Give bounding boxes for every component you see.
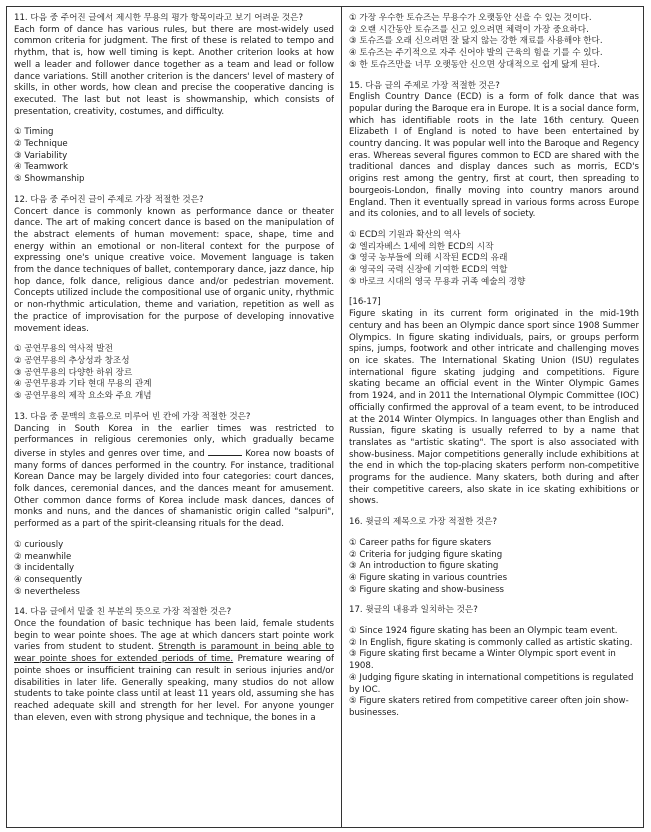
left-column	[14, 13, 334, 827]
passage-text-after-underline: Premature wearing of pointe shoes or insufficient training can result in serious injuries and/or disabilities in later life. Generally speaking, many studios do not allow students to take pointe class until at least 11 years old, assuming she has reached adequate skill and strength for her level. For anyone younger than eleven, even with strong physique and technique, the bones in a	[14, 654, 334, 723]
answer-blank	[208, 447, 242, 456]
passage-text-before-underline: Once the foundation of basic technique has been laid, female students begin to wear pointe shoes. The age at which dancers start pointe work varies from student to student.	[14, 619, 334, 653]
question-11	[14, 13, 334, 186]
option-5[interactable]: ⑤ 공연무용의 제작 요소와 주요 개념	[14, 391, 152, 402]
question-14-title: 14. 다음 글에서 밑줄 친 부분의 뜻으로 가장 적절한 것은?	[14, 607, 232, 618]
question-15-title: 15. 다음 글의 주제로 가장 적절한 것은?	[349, 80, 500, 91]
option-2[interactable]: ② In English, figure skating is commonly called as artistic skating.	[349, 637, 633, 648]
question-16-title: 16. 윗글의 제목으로 가장 적절한 것은?	[349, 517, 498, 528]
question-17-options	[349, 626, 639, 720]
option-3[interactable]: ③ Figure skating first became a Winter Olympic sport event in 1908.	[349, 649, 616, 672]
option-2[interactable]: ② 공연무용의 추상성과 창조성	[14, 355, 130, 366]
passage-text-after-blank: Korea now boasts of many forms of dances performed in the country. For instance, traditional Korean Dance may be largely divided into four categories: court dances, folk dances, ceremonial dances, and the dances meant for amusement. Other common dance forms of Korea include mask dances, dances of monks and nuns, and the dances of shamanistic origin called "salpuri", performed as a part of the spirit-cleansing rituals for the dead.	[14, 448, 334, 530]
option-5[interactable]: ⑤ 한 토슈즈만을 너무 오랫동안 신으면 상대적으로 쉽게 닳게 된다.	[349, 59, 600, 70]
question-14-options	[349, 13, 639, 72]
question-13	[14, 412, 334, 599]
question-13-passage	[14, 424, 334, 531]
question-13-title: 13. 다음 중 문맥의 흐름으로 미루어 빈 칸에 가장 적절한 것은?	[14, 411, 251, 422]
option-2[interactable]: ② 오랜 시간동안 토슈즈를 신고 있으려면 체력이 가장 중요하다.	[349, 24, 589, 35]
option-2[interactable]: ② Criteria for judging figure skating	[349, 549, 503, 560]
option-4[interactable]: ④ 공연무용과 기타 현대 무용의 관계	[14, 379, 152, 390]
option-2[interactable]: ② meanwhile	[14, 551, 72, 562]
option-4[interactable]: ④ consequently	[14, 574, 83, 585]
option-1[interactable]: ① curiously	[14, 539, 64, 550]
option-4[interactable]: ④ 토슈즈는 주기적으로 자주 신어야 발의 근육의 힘을 기를 수 있다.	[349, 48, 603, 59]
question-17-title: 17. 윗글의 내용과 일치하는 것은?	[349, 605, 478, 616]
question-15-options	[349, 230, 639, 289]
question-13-options	[14, 540, 334, 599]
option-5[interactable]: ⑤ 바로크 시대의 영국 무용과 귀족 예술의 경향	[349, 276, 526, 287]
option-2[interactable]: ② 엘리자베스 1세에 의한 ECD의 시작	[349, 241, 494, 252]
option-3[interactable]: ③ incidentally	[14, 563, 75, 574]
question-17	[349, 605, 639, 719]
option-3[interactable]: ③ 영국 농부들에 의해 시작된 ECD의 유래	[349, 253, 508, 264]
right-column	[349, 13, 639, 827]
question-14	[14, 607, 334, 724]
option-5[interactable]: ⑤ nevertheless	[14, 586, 80, 597]
option-4[interactable]: ④ Judging figure skating in international competitions is regulated by IOC.	[349, 672, 634, 695]
option-2[interactable]: ② Technique	[14, 139, 68, 150]
question-15-passage: English Country Dance (ECD) is a form of folk dance that was popular during the Baroque era in Europe. It is a social dance form, which has identifiable roots in the late 16th century. Queen Elizabeth I of England is noted to have been entertained by country dancing. It was popular well into the Baroque and Regency eras. Whereas several figures common to ECD are shared with the traditional dances and display dances such as morris, ECD's origins rest among the gentry, first at court, then spreading to bourgeois-London, finally moving into country manors around England. Then it eventually spread in various forms across Europe and its colonies, and to all levels of society.	[349, 92, 639, 220]
figure-skating-passage: Figure skating in its current form originated in the mid-19th century and has been an Olympic dance sport since 1908 Summer Olympics. In figure skating individuals, pairs, or groups perform spins, jumps, footwork and other intricate and challenging moves on ice skates. The International Skating Union (ISU) regulates international figure skating judging and competitions. Figure skating became an official event in the Winter Olympic Games from 1924, and in 2011 the International Olympic Committee (IOC) officially confirmed the approval of a team event, to be introduced at the 2014 Winter Olympics. In languages other than English and Russian, figure skating is usually referred to by a name that translates as "artistic skating". The sport is also associated with show-business. Major competitions generally include exhibitions at the end in which the top-placing skaters perform non-competitive programs for the audience. Many skaters, both during and after their competitive careers, also skate in ice skating exhibitions or shows.	[349, 309, 639, 507]
question-15	[349, 81, 639, 289]
question-12-options	[14, 344, 334, 403]
question-12-title: 12. 다음 중 주어진 글이 주제로 가장 적절한 것은?	[14, 194, 204, 205]
question-11-passage: Each form of dance has various rules, but there are most-widely used common criteria for judgment. The first of these is related to tempo and rhythm, that is, how well timing is kept. Another criterion looks at how well a leader and follower dance together as a team and lead or follow dance variations. Still another criterion is the dancers' level of mastery of skills, in other words, how clean and precise the cooperative dancing is executed. The last but not least is showmanship, which consists of presentation, creativity, costumes, and difficulty.	[14, 24, 334, 117]
column-divider	[341, 7, 342, 827]
question-14-continued	[349, 13, 639, 72]
option-1[interactable]: ① 가장 우수한 토슈즈는 무용수가 오랫동안 신을 수 있는 것이다.	[349, 13, 592, 23]
option-3[interactable]: ③ An introduction to figure skating	[349, 561, 499, 572]
question-16	[349, 517, 639, 596]
passage-16-17	[349, 297, 639, 508]
exam-page	[6, 6, 644, 828]
option-3[interactable]: ③ 공연무용의 다양한 하위 장르	[14, 367, 133, 378]
option-4[interactable]: ④ 영국의 국력 신장에 기여한 ECD의 역할	[349, 265, 508, 276]
option-5[interactable]: ⑤ Showmanship	[14, 174, 85, 185]
option-5[interactable]: ⑤ Figure skaters retired from competitive career often join show-businesses.	[349, 696, 629, 718]
question-14-passage	[14, 619, 334, 724]
question-16-options	[349, 538, 639, 597]
option-1[interactable]: ① Career paths for figure skaters	[349, 537, 492, 548]
question-12-passage: Concert dance is commonly known as performance dance or theater dance. The art of making concert dance is based on the manipulation of the abstract elements of human movement: space, shape, time and energy within an emotional or non-literal context for the purpose of expressing one's unique creative voice. Movement language is taken from the dance techniques of ballet, contemporary dance, jazz dance, hip hop dance, folk dance, religious dance and/or pedestrian movement. Concepts utilized include the compositional use of organic unity, rhythmic or non-rhythmic articulation, theme and variation, repetition as well as the practice of improvisation for the purpose of developing innovative movement ideas.	[14, 206, 334, 334]
option-3[interactable]: ③ Variability	[14, 150, 68, 161]
passage-text-before-blank: Dancing in South Korea in the earlier times was restricted to performances in religious ceremonies only, which gradually became diverse in styles and genres over time, and	[14, 423, 334, 459]
question-12	[14, 195, 334, 403]
option-1[interactable]: ① Since 1924 figure skating has been an Olympic team event.	[349, 626, 618, 637]
option-3[interactable]: ③ 토슈즈를 오래 신으려면 잘 닳지 않는 강한 재료를 사용해야 한다.	[349, 36, 603, 47]
option-1[interactable]: ① 공연무용의 역사적 발전	[14, 344, 113, 355]
option-1[interactable]: ① ECD의 기원과 확산의 역사	[349, 229, 461, 240]
option-1[interactable]: ① Timing	[14, 127, 54, 138]
passage-reference: [16-17]	[349, 297, 381, 308]
option-4[interactable]: ④ Teamwork	[14, 162, 68, 173]
option-5[interactable]: ⑤ Figure skating and show-business	[349, 584, 505, 595]
question-11-title: 11. 다음 중 주어진 글에서 제시한 무용의 평가 항목이라고 보기 어려운 것은?	[14, 13, 304, 23]
option-4[interactable]: ④ Figure skating in various countries	[349, 572, 508, 583]
question-11-options	[14, 127, 334, 186]
underlined-sentence: Strength is paramount in being able to wear pointe shoes for extended periods of time.	[14, 642, 334, 665]
